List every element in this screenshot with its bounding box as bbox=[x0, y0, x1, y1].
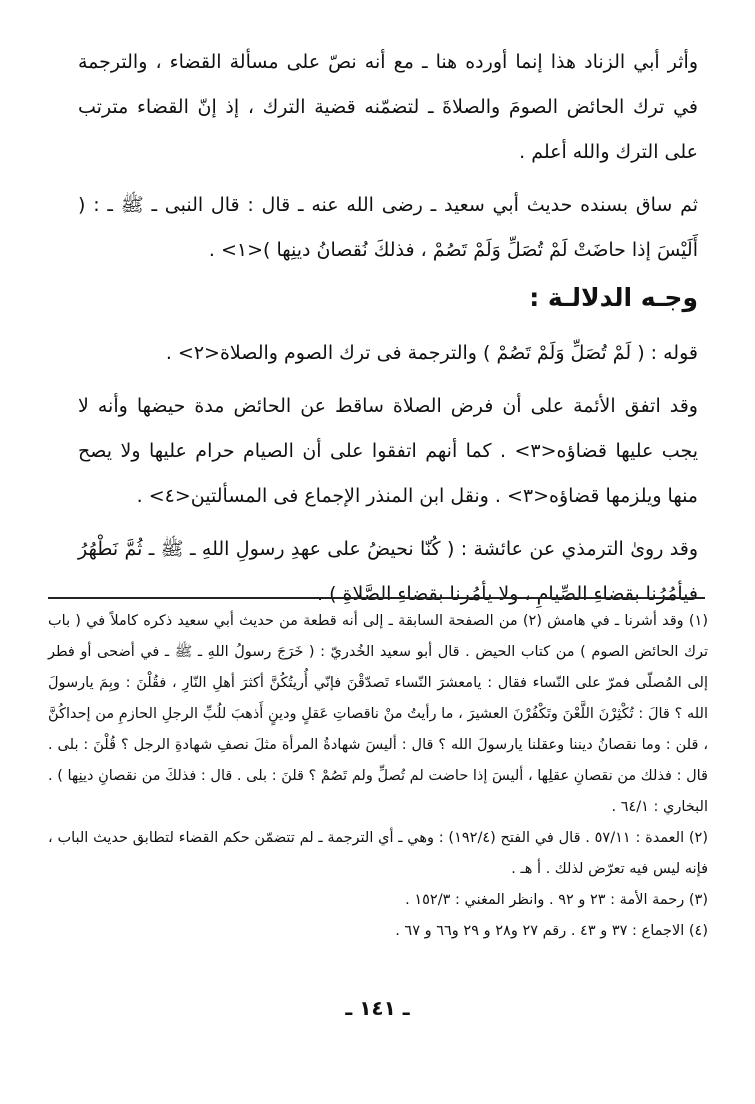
footnote-3: (٣) رحمة الأمة : ٢٣ و ٩٢ . وانظر المغني : ١٥٢/٣ . bbox=[405, 892, 708, 908]
footnotes bbox=[48, 606, 708, 947]
paragraph-2: ثم ساق بسنده حديث أبي سعيد ـ رضى الله عنه ـ قال : قال النبى ـ ﷺ ـ : ( أَلَيْسَ إذا حاضَتْ لَمْ تُصَلِّ وَلَمْ تَصُمْ ، فذلكَ نُقصانُ دينِها )<١> . bbox=[78, 194, 698, 261]
paragraph-3: قوله : ( لَمْ تُصَلِّ وَلَمْ تَصُمْ ) والترجمة فى ترك الصوم والصلاة<٢> . bbox=[165, 342, 698, 364]
section-heading: وجـه الدلالـة : bbox=[529, 283, 698, 312]
paragraph-5: وقد روىٰ الترمذي عن عائشة : ( كُنّا نحيضُ على عهدِ رسولِ اللهِ ـ ﷺ ـ ثُمَّ نَطْهُرُ فيأمُرُنا بقضاءِ الصِّيامِ ، ولا يأمُرنا بقضاءِ الصَّلاةِ ) . bbox=[78, 538, 698, 605]
paragraph-4: وقد اتفق الأئمة على أن فرض الصلاة ساقط عن الحائض مدة حيضها وأنه لا يجب عليها قضاؤه<٣> . كما أنهم اتفقوا على أن الصيام حرام عليها ولا يصح منها ويلزمها قضاؤه<٣> . ونقل ابن المنذر الإجماع فى المسألتين<٤> . bbox=[78, 395, 699, 507]
footnote-1: (١) وقد أشرنا ـ في هامش (٢) من الصفحة السابقة ـ إلى أنه قطعة من حديث أبي سعيد ذكره كاملاً في ( باب ترك الحائض الصوم ) من كتاب الحيض . قال أبو سعيد الخُدريّ : ( خَرَجَ رسولُ اللهِ ـ ﷺ ـ في أضحى أو فطر إلى المُصلّى فمرّ على النّساء فقال : يامعشرَ النّساء تَصدّقْنَ فإنّي أُريتُكُنَّ أكثرَ أهلِ النّارِ ، فقُلْنَ : وبِمَ يارسولَ الله ؟ قالَ : تُكْثِرْنَ اللَّعْنَ وتَكْفُرْنَ العشيرَ ، ما رأيتُ منْ ناقصاتِ عَقلٍ ودينٍ أَذهبَ للُبِّ الرجلِ الحازمِ من إحداكُنَّ ، قلن : وما نقصانُ ديننا وعقلنا يارسولَ الله ؟ قال : أليسَ شهادةُ المرأة مثلَ نصفِ شهادةِ الرجل ؟ قُلْنَ : بلى . قال : فذلك من نقصانِ عقلِها ، أليسَ إذا حاضت لم تُصلِّ ولم تَصُمْ ؟ قلنَ : بلى . قال : فذلكَ من نقصانِ دينِها ) . البخاري : ٦٤/١ . bbox=[48, 613, 708, 815]
paragraph-1: وأثر أبي الزناد هذا إنما أورده هنا ـ مع أنه نصّ على مسألة القضاء ، والترجمة في ترك الحائض الصومَ والصلاةَ ـ لتضمّنه قضية الترك ، إذ إنّ القضاء مترتب على الترك والله أعلم . bbox=[78, 51, 698, 163]
page-number: ـ ١٤١ ـ bbox=[345, 996, 410, 1020]
footnote-4: (٤) الاجماع : ٣٧ و ٤٣ . رقم ٢٧ و٢٨ و ٢٩ و٦٦ و ٦٧ . bbox=[395, 923, 708, 939]
main-text bbox=[78, 40, 698, 617]
footnote-divider bbox=[48, 597, 705, 599]
footnote-2: (٢) العمدة : ٥٧/١١ . قال في الفتح (١٩٢/٤) : وهي ـ أي الترجمة ـ لم تتضمّن حكم القضاء لتطابق حديث الباب ، فإنه ليس فيه تعرّض لذلك . أ هـ . bbox=[48, 830, 709, 877]
